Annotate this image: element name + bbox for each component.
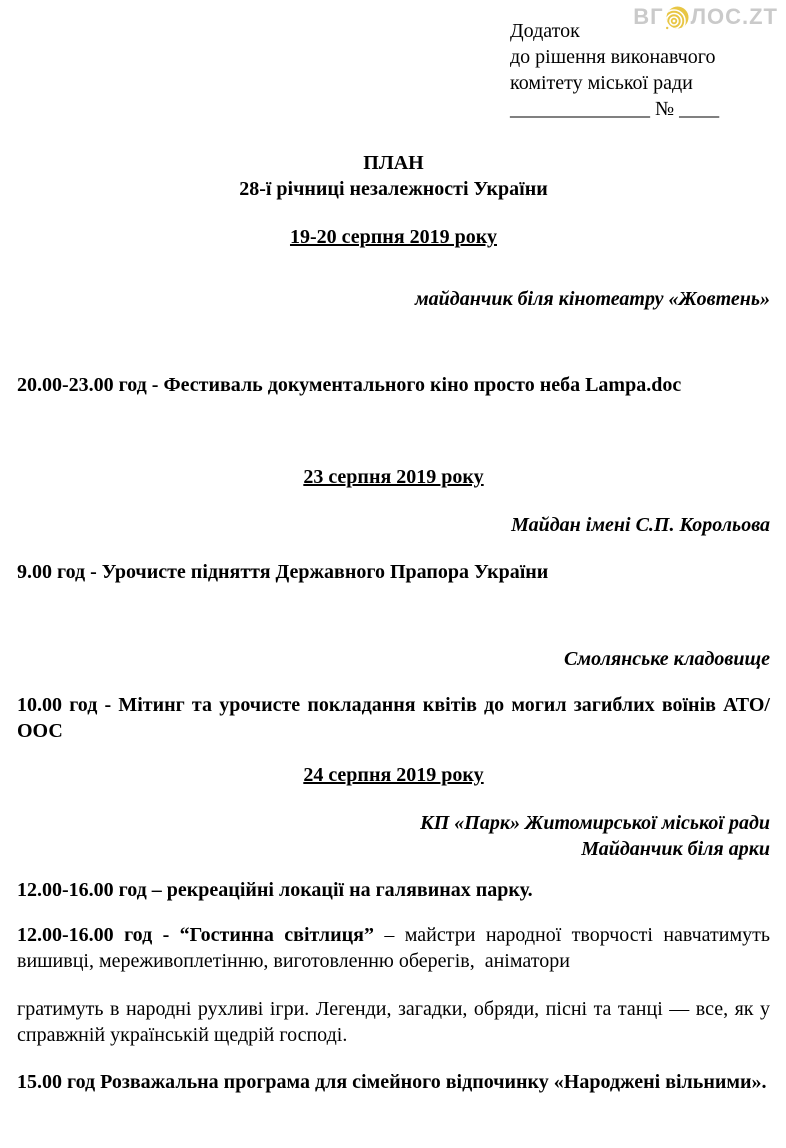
header-line: до рішення виконавчого: [510, 46, 716, 68]
broadcast-icon: [665, 5, 690, 30]
venue-line: КП «Парк» Житомирської міської ради: [420, 812, 770, 834]
watermark: [633, 4, 778, 30]
event-description-continuation: гратимуть в народні рухливі ігри. Легенди, загадки, обряди, пісні та танці — все, як у справжній українській щедрій господі.: [17, 998, 770, 1046]
event-description: – майстри народної творчості навчатимуть вишивці, мереживоплетінню, виготовленню оберегів, аніматори: [17, 924, 770, 972]
venue-smolianske-cemetery: Смолянське кладовище: [564, 648, 770, 670]
header-number-blank-line: ______________ № ____: [510, 98, 720, 120]
event-time-title: 12.00-16.00 год - “Гостинна світлиця”: [17, 924, 374, 946]
venue-kinoteatr-zhovten: майданчик біля кінотеатру «Жовтень»: [414, 288, 770, 310]
watermark-text-right: ЛОС.ZT: [690, 4, 778, 29]
date-heading-19-20-aug: 19-20 серпня 2019 року: [289, 226, 497, 248]
event-film-festival: 20.00-23.00 год - Фестиваль документального кіно просто неба Lampa.doc: [17, 374, 682, 396]
page-subtitle-line: 28-ї річниці незалежності України: [239, 178, 548, 200]
date-heading-23-aug: 23 серпня 2019 року: [303, 466, 484, 488]
event-hostynna-svitlytsia: [17, 922, 770, 974]
event-memorial-meeting: 10.00 год - Мітинг та урочисте покладання квітів до могил загиблих воїнів АТО/ООС: [17, 694, 770, 742]
event-family-program: 15.00 год Розважальна програма для сімейного відпочинку «Народжені вільними».: [17, 1071, 767, 1093]
date-heading-24-aug: 24 серпня 2019 року: [303, 764, 484, 786]
watermark-text-left: ВГ: [633, 4, 664, 29]
header-line: Додаток: [510, 20, 580, 42]
venue-line: Майданчик біля арки: [581, 838, 770, 860]
document-header: [510, 18, 770, 122]
venue-park-arka: [17, 810, 770, 862]
event-flag-raising: 9.00 год - Урочисте підняття Державного Прапора України: [17, 561, 549, 583]
header-line: комітету міської ради: [510, 72, 693, 94]
event-recreation-locations: 12.00-16.00 год – рекреаційні локації на галявинах парку.: [17, 879, 533, 901]
venue-maidan-korolova: Майдан імені С.П. Корольова: [511, 514, 770, 536]
page-title: ПЛАН: [363, 152, 424, 174]
